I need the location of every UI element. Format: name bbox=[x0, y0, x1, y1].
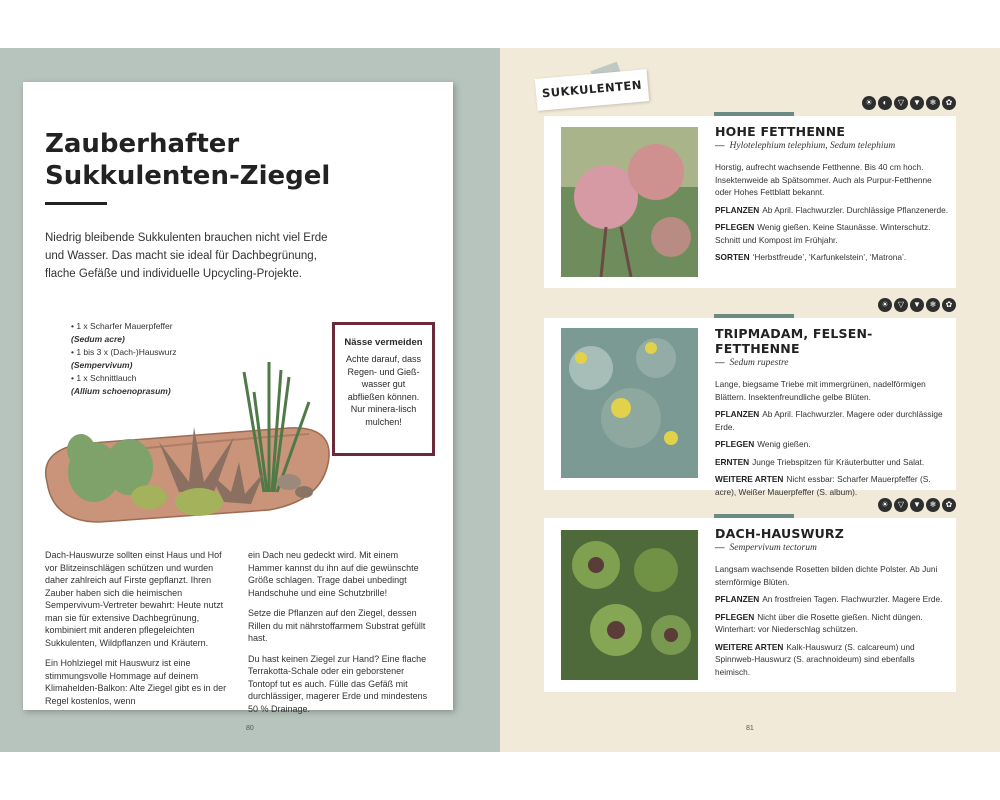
plant-latin-name: — Sedum rupestre bbox=[715, 358, 789, 368]
paragraph: Du hast keinen Ziegel zur Hand? Eine flache Terrakotta-Schale oder ein geborstener Tontopf tut es auch. Fülle das Gefäß mit durchlässiger, magerer Erde und mindestens 50 % Drainage. bbox=[248, 653, 428, 714]
card-accent-bar bbox=[714, 314, 794, 318]
plant-description: Horstig, aufrecht wachsende Fetthenne. Bis 40 cm hoch. Insektenweide ab Spätsommer. Auch als Purpur-Fetthenne oder Hohes Fettblatt bekannt. bbox=[715, 162, 932, 197]
care-icons bbox=[878, 298, 956, 312]
intro-text: Niedrig bleibende Sukkulenten brauchen nicht viel Erde und Wasser. Das macht sie ideal für Dachbegrünung, flache Gefäße und individuelle Upcycling-Projekte. bbox=[45, 232, 328, 280]
plant-info-row: PFLANZEN Ab April. Flachwurzler. Durchlässige Pflanzenerde. bbox=[715, 204, 949, 215]
plant-photo bbox=[561, 328, 698, 478]
tip-text: Achte darauf, dass Regen- und Gieß-wasser gut abfließen können. Nur minera-lisch mulchen! bbox=[345, 354, 422, 427]
card-accent-bar bbox=[714, 514, 794, 518]
bee-icon: ✿ bbox=[942, 96, 956, 110]
sun-icon: ☀ bbox=[878, 498, 892, 512]
plant-info-row: WEITERE ARTEN Nicht essbar: Scharfer Mauerpfeffer (S. acre), Weißer Mauerpfeffer (S. album). bbox=[715, 474, 931, 497]
section-tag-label: SUKKULENTEN bbox=[541, 77, 643, 101]
plant-name: HOHE FETTHENNE bbox=[715, 124, 846, 139]
plant-info-row: PFLANZEN An frostfreien Tagen. Flachwurzler. Magere Erde. bbox=[715, 594, 943, 604]
paragraph: Dach-Hauswurze sollten einst Haus und Hof vor Blitzeinschlägen schützen und wurden daher zahlreich auf Firste gepflanzt. Ihren Zauber haben sich die heimischen Sempervivum-Vertreter bewahrt: Heute nutzt man sie für extensive Dachbegrünung, kombiniert mit anderen pflegeleichten Sukkulenten, Wildpflanzen und Kräutern. bbox=[45, 550, 224, 648]
hardy-icon: ❄ bbox=[926, 298, 940, 312]
plant-info-row: PFLEGEN Nicht über die Rosette gießen. Nicht düngen. Winterhart: vor Niederschlag schützen. bbox=[715, 611, 923, 634]
care-icons bbox=[862, 96, 956, 110]
page-number-right: 81 bbox=[746, 725, 754, 732]
card-accent-bar bbox=[714, 112, 794, 116]
page-title bbox=[45, 128, 405, 192]
plant-info-row: WEITERE ARTEN Kalk-Hauswurz (S. calcareum) und Spinnweb-Hauswurz (S. arachnoideum) sind ebenfalls heimisch. bbox=[715, 641, 915, 677]
sun-icon: ☀ bbox=[862, 96, 876, 110]
tip-box bbox=[332, 322, 435, 456]
paragraph: ein Dach neu gedeckt wird. Mit einem Hammer kannst du ihn auf die gewünschte Größe schlagen. Trage dabei unbedingt Handschuhe und eine Schutzbrille! bbox=[248, 550, 419, 598]
plant-name: DACH-HAUSWURZ bbox=[715, 526, 845, 541]
care-icons bbox=[878, 498, 956, 512]
pot-icon: ▽ bbox=[894, 498, 908, 512]
hardy-icon: ❄ bbox=[926, 96, 940, 110]
pot-icon: ▼ bbox=[910, 298, 924, 312]
paragraph: Ein Hohlziegel mit Hauswurz ist eine stimmungsvolle Hommage auf deinem Klimahelden-Balkon: Alte Ziegel gibt es in der Regel kostenlos, wenn bbox=[45, 658, 227, 706]
plant-description: Langsam wachsende Rosetten bilden dichte Polster. Ab Juni sternförmige Blüten. bbox=[715, 564, 938, 587]
card-body bbox=[715, 526, 949, 683]
pot-icon: ▽ bbox=[894, 298, 908, 312]
plant-photo bbox=[561, 127, 698, 277]
plant-latin-name: — Sempervivum tectorum bbox=[715, 543, 817, 553]
plant-card bbox=[544, 98, 956, 288]
pot-icon: ▼ bbox=[910, 96, 924, 110]
partial-shade-icon: ◐ bbox=[878, 96, 892, 110]
card-body bbox=[715, 326, 949, 503]
title-rule bbox=[45, 202, 107, 205]
plant-latin-name: — Hylotelephium telephium, Sedum telephium bbox=[715, 141, 896, 151]
plant-info-row: PFLEGEN Wenig gießen. Keine Staunässe. Winterschutz. Schnitt und Kompost im Frühjahr. bbox=[715, 222, 931, 245]
left-page bbox=[23, 82, 453, 714]
paragraph: Setze die Pflanzen auf den Ziegel, dessen Rillen du mit nährstoffarmem Substrat gefüllt hast. bbox=[248, 608, 426, 643]
plant-card bbox=[544, 300, 956, 497]
plant-name: TRIPMADAM, FELSEN-FETTHENNE bbox=[715, 326, 873, 356]
ingredient-item: • 1 bis 3 x (Dach-)Hauswurz (Sempervivum) bbox=[71, 347, 177, 370]
ingredient-item: • 1 x Scharfer Mauerpfeffer (Sedum acre) bbox=[71, 321, 173, 344]
plant-info-row: ERNTEN Junge Triebspitzen für Kräuterbutter und Salat. bbox=[715, 456, 925, 467]
plant-info-row: PFLEGEN Wenig gießen. bbox=[715, 439, 811, 449]
page-number-left: 80 bbox=[246, 725, 254, 732]
title-line-1: Zauberhafter bbox=[45, 129, 240, 159]
pot-icon: ▼ bbox=[910, 498, 924, 512]
ingredient-item: • 1 x Schnittlauch (Allium schoenoprasum) bbox=[71, 373, 171, 396]
tip-title: Nässe vermeiden bbox=[344, 337, 423, 348]
hardy-icon: ❄ bbox=[926, 498, 940, 512]
bee-icon: ✿ bbox=[942, 298, 956, 312]
plant-description: Lange, biegsame Triebe mit immergrünen, nadelförmigen Blättern. Insektenfreundliche gelbe Blüten. bbox=[715, 379, 926, 402]
plant-info-row: SORTEN ‘Herbstfreude’, ‘Karfunkelstein’, ‘Matrona’. bbox=[715, 252, 907, 262]
plant-info-row: PFLANZEN Ab April. Flachwurzler. Magere oder durchlässige Erde. bbox=[715, 409, 943, 432]
body-column-2 bbox=[248, 549, 434, 723]
sun-icon: ☀ bbox=[878, 298, 892, 312]
ingredient-list bbox=[71, 320, 221, 398]
card-body bbox=[715, 124, 949, 269]
title-line-2: Sukkulenten-Ziegel bbox=[45, 161, 331, 191]
pot-icon: ▽ bbox=[894, 96, 908, 110]
bee-icon: ✿ bbox=[942, 498, 956, 512]
plant-card bbox=[544, 500, 956, 692]
body-column-1 bbox=[45, 549, 231, 715]
plant-photo bbox=[561, 530, 698, 680]
